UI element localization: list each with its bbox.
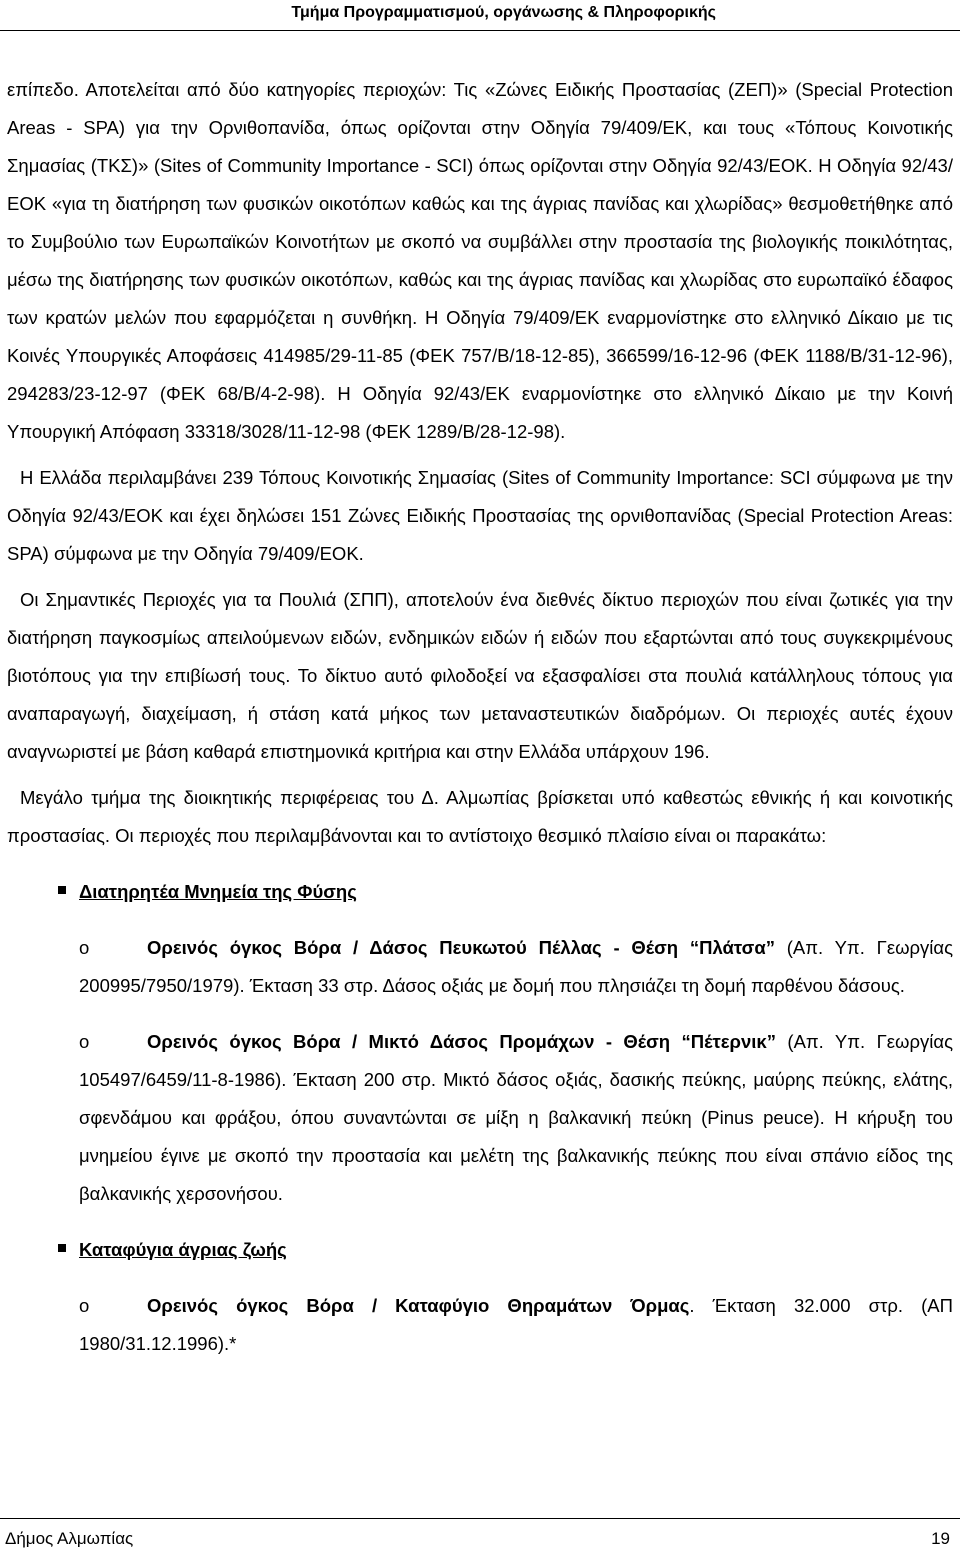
circle-bullet-icon: o [79,937,90,958]
page-number: 19 [931,1529,950,1548]
circle-bullet-icon: o [79,1295,90,1316]
item-text: (Απ. Υπ. Γεωργίας 200995/7950/1979). Έκταση 33 στρ. Δάσος οξιάς με δομή που πλησιάζει τη δομή παρθένου δάσους. [79,937,954,996]
item-title: Ορεινός όγκος Βόρα / Καταφύγιο Θηραμάτων Όρμας [147,1295,690,1316]
section-title: Διατηρητέα Μνημεία της Φύσης [79,881,357,902]
item-text: (Απ. Υπ. Γεωργίας 105497/6459/11-8-1986). Έκταση 200 στρ. Μικτό δάσος οξιάς, δασικής πεύκης, μαύρης πεύκης, ελάτης, σφενδάμου και φράξου, όπου συναντώνται σε μίξη η βαλκανική πεύκη (Pinus peuce). Η κήρυξη του μνημείου έγινε με σκοπό την προστασία και μελέτη της βαλκανικής πεύκης που είναι σπάνιο είδος της βαλκανικής χερσονήσου. [79,1031,953,1204]
square-bullet-icon [58,886,66,894]
list-item [7,929,953,1005]
section-heading-monuments [7,873,953,911]
list-item [7,1287,953,1363]
footer-municipality: Δήμος Αλμωπίας [5,1529,134,1548]
item-title: Ορεινός όγκος Βόρα / Δάσος Πευκωτού Πέλλας - Θέση “Πλάτσα” [147,937,775,958]
section-title: Καταφύγια άγριας ζωής [79,1239,287,1260]
section-heading-refuges [7,1231,953,1269]
square-bullet-icon [58,1244,66,1252]
page-header [0,0,960,31]
circle-bullet-icon: o [79,1031,90,1052]
paragraph-greece-sites: Η Ελλάδα περιλαμβάνει 239 Τόπους Κοινοτικής Σημασίας (Sites of Community Importance: SCI σύμφωνα με την Οδηγία 92/43/ΕΟΚ και έχει δηλώσει 151 Ζώνες Ειδικής Προστασίας της ορνιθοπανίδας (Special Protection Areas: SPA) σύμφωνα με την Οδηγία 79/409/ΕΟΚ. [7,467,953,564]
page-footer [0,1518,960,1558]
paragraph-almopia: Μεγάλο τμήμα της διοικητικής περιφέρειας του Δ. Αλμωπίας βρίσκεται υπό καθεστώς εθνικής ή και κοινοτικής προστασίας. Οι περιοχές που περιλαμβάνονται και το αντίστοιχο θεσμικό πλαίσιο είναι οι παρακάτω: [7,787,953,846]
header-title: Τμήμα Προγραμματισμού, οργάνωσης & Πληροφορικής [291,4,716,21]
page-body [7,71,953,1363]
paragraph-directives: επίπεδο. Αποτελείται από δύο κατηγορίες περιοχών: Τις «Ζώνες Ειδικής Προστασίας (ΖΕΠ)» (Special Protection Areas - SPA) για την Ορνιθοπανίδα, όπως ορίζονται στην Οδηγία 79/409/ΕΚ, και τους «Τόπους Κοινοτικής Σημασίας (ΤΚΣ)» (Sites of Community Importance - SCI) όπως ορίζονται στην Οδηγία 92/43/ΕΟΚ. Η Οδηγία 92/43/ΕΟΚ «για τη διατήρηση των φυσικών οικοτόπων καθώς και της άγριας πανίδας και χλωρίδας» θεσμοθετήθηκε από το Συμβούλιο των Ευρωπαϊκών Κοινοτήτων με σκοπό να συμβάλλει στην προστασία της βιολογικής ποικιλότητας, μέσω της διατήρησης των φυσικών οικοτόπων, καθώς και της άγριας πανίδας και χλωρίδας στο ευρωπαϊκό έδαφος των κρατών μελών που εφαρμόζεται η συνθήκη. Η Οδηγία 79/409/ΕΚ εναρμονίστηκε στο ελληνικό Δίκαιο με τις Κοινές Υπουργικές Αποφάσεις 414985/29-11-85 (ΦΕΚ 757/Β/18-12-85), 366599/16-12-96 (ΦΕΚ 1188/Β/31-12-96), 294283/23-12-97 (ΦΕΚ 68/Β/4-2-98). Η Οδηγία 92/43/ΕΚ εναρμονίστηκε στο ελληνικό Δίκαιο με την Κοινή Υπουργική Απόφαση 33318/3028/11-12-98 (ΦΕΚ 1289/Β/28-12-98). [7,79,953,442]
paragraph-bird-areas: Οι Σημαντικές Περιοχές για τα Πουλιά (ΣΠΠ), αποτελούν ένα διεθνές δίκτυο περιοχών που είναι ζωτικές για την διατήρηση παγκοσμίως απειλούμενων ειδών, ενδημικών ειδών ή ειδών που εξαρτώνται από τους συγκεκριμένους βιοτόπους για την επιβίωσή τους. Το δίκτυο αυτό φιλοδοξεί να εξασφαλίσει στα πουλιά κατάλληλους τόπους για αναπαραγωγή, διαχείμαση, ή στάση κατά μήκος των μεταναστευτικών διαδρόμων. Οι περιοχές αυτές έχουν αναγνωριστεί με βάση καθαρά επιστημονικά κριτήρια και στην Ελλάδα υπάρχουν 196. [7,589,953,762]
item-title: Ορεινός όγκος Βόρα / Μικτό Δάσος Προμάχων - Θέση “Πέτερνικ” [147,1031,776,1052]
list-item [7,1023,953,1213]
item-text: . Έκταση 32.000 στρ. (ΑΠ 1980/31.12.1996).* [79,1295,953,1354]
